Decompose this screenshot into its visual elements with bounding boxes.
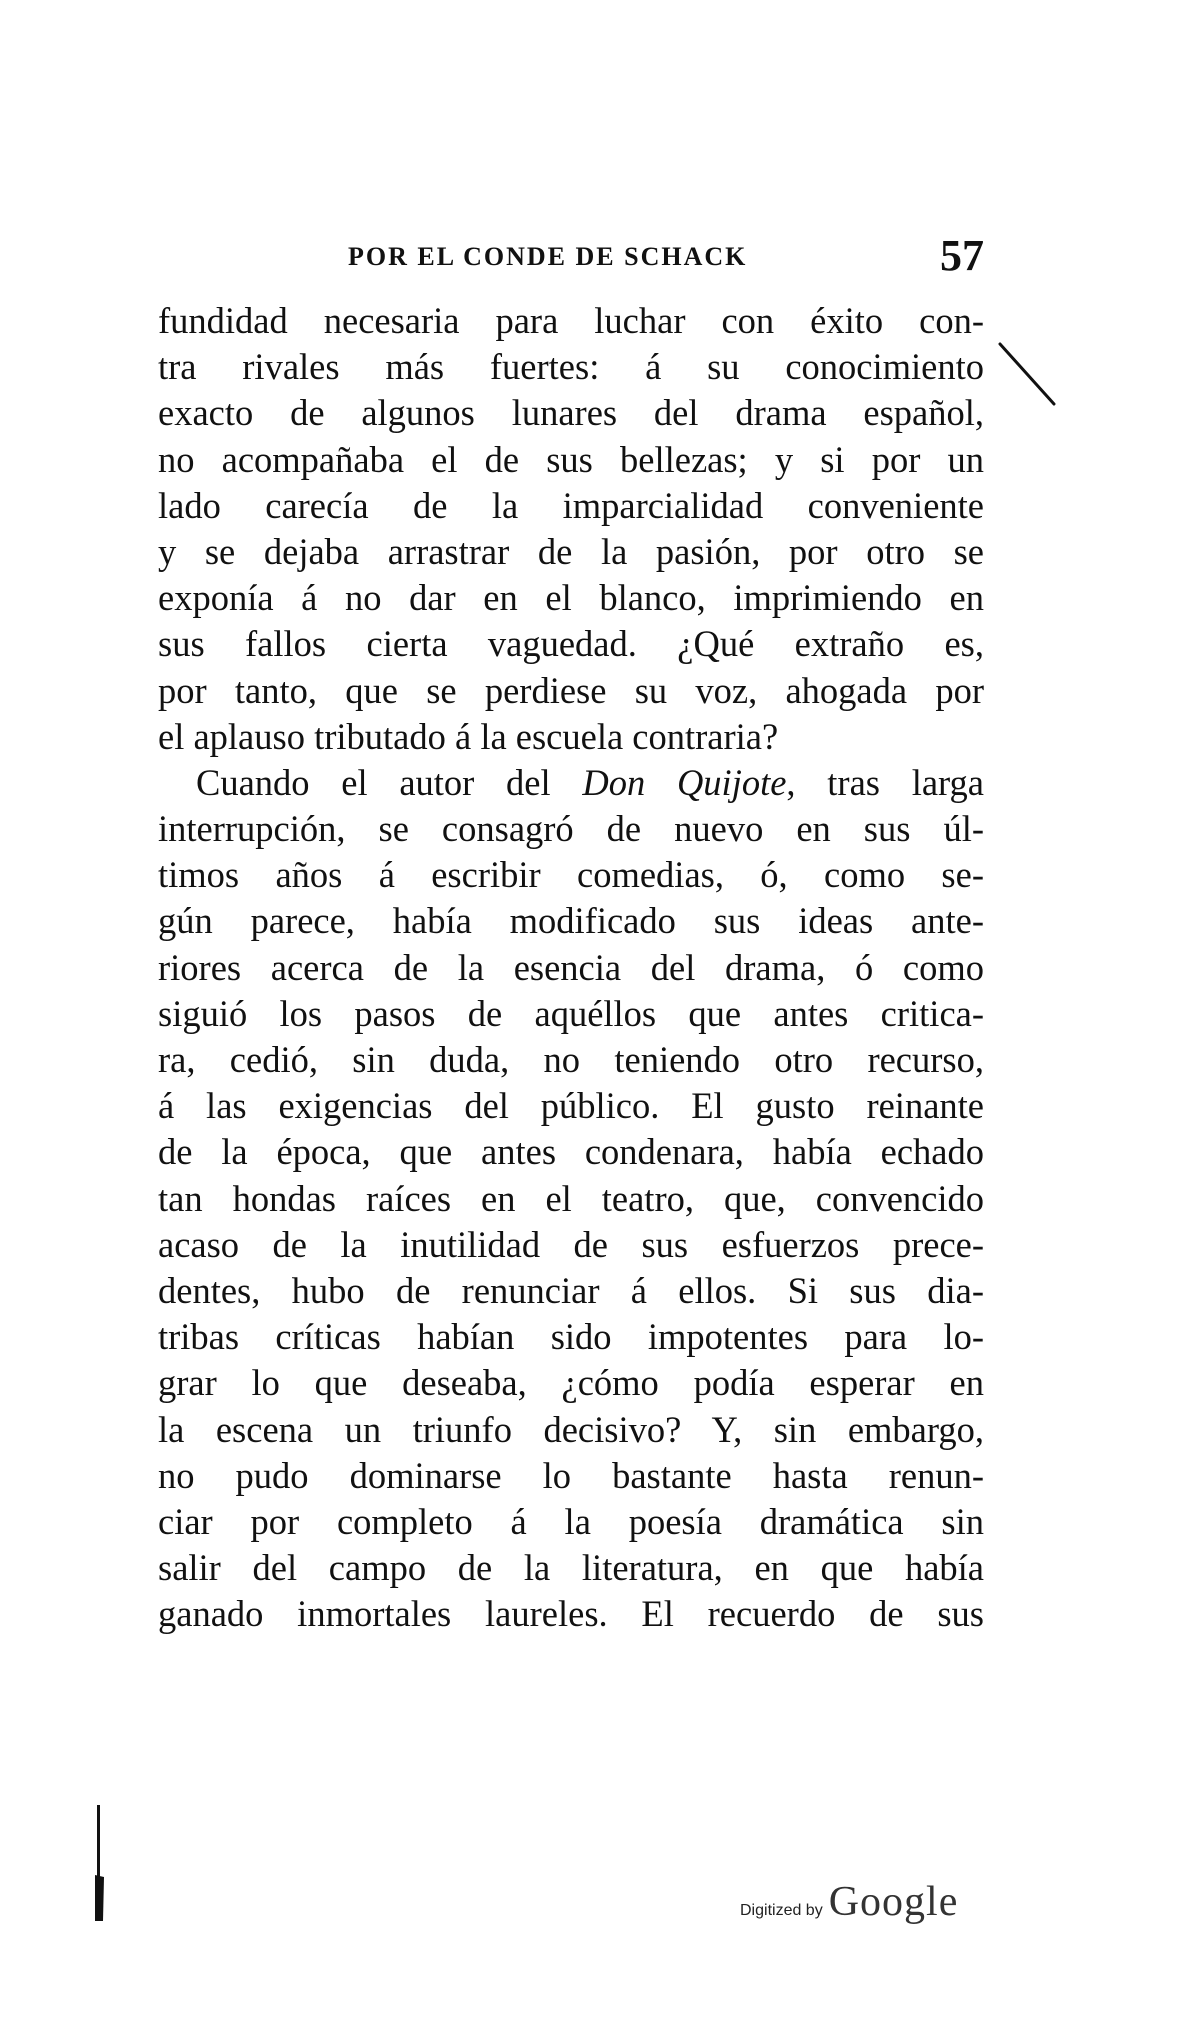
text-line: dentes, hubo de renunciar á ellos. Si sus dia- xyxy=(158,1269,984,1311)
text-line: fundidad necesaria para luchar con éxito con- xyxy=(158,300,984,341)
running-head xyxy=(158,231,984,296)
text-line: la escena un triunfo decisivo? Y, sin embargo, xyxy=(158,1408,984,1450)
text-line: tra rivales más fuertes: á su conocimiento xyxy=(158,346,984,388)
text-line: grar lo que deseaba, ¿cómo podía esperar en xyxy=(158,1362,984,1404)
text-line: y se dejaba arrastrar de la pasión, por otro se xyxy=(158,530,984,572)
text-line: sus fallos cierta vaguedad. ¿Qué extraño es, xyxy=(158,623,984,665)
text-line: ganado inmortales laureles. El recuerdo de sus xyxy=(158,1593,984,1635)
text-line: exponía á no dar en el blanco, imprimiendo en xyxy=(158,577,984,619)
text-line: exacto de algunos lunares del drama español, xyxy=(158,392,984,434)
text-line: tribas críticas habían sido impotentes para lo- xyxy=(158,1316,984,1358)
page-number: 57 xyxy=(940,231,984,280)
watermark-brand: Google xyxy=(828,1879,959,1925)
text-line: salir del campo de la literatura, en que había xyxy=(158,1547,984,1589)
text-line: acaso de la inutilidad de sus esfuerzos prece- xyxy=(158,1223,984,1265)
text-line: interrupción, se consagró de nuevo en sus úl- xyxy=(158,808,984,850)
text-line: gún parece, había modificado sus ideas ante- xyxy=(158,900,984,942)
text-line: timos años á escribir comedias, ó, como se- xyxy=(158,854,984,896)
text-line: á las exigencias del público. El gusto reinante xyxy=(158,1085,984,1127)
text-line: por tanto, que se perdiese su voz, ahogada por xyxy=(158,669,984,711)
watermark-prefix: Digitized by xyxy=(740,1902,823,1919)
text-line: ciar por completo á la poesía dramática sin xyxy=(158,1500,984,1542)
binding-edge-mark xyxy=(90,1805,110,1925)
body-text xyxy=(158,298,984,1637)
running-title: POR EL CONDE DE SCHACK xyxy=(348,242,748,271)
text-line: lado carecía de la imparcialidad conveniente xyxy=(158,484,984,526)
paragraph-opening-line xyxy=(158,760,984,806)
text-line: de la época, que antes condenara, había echado xyxy=(158,1131,984,1173)
text-line: siguió los pasos de aquéllos que antes critica- xyxy=(158,992,984,1034)
text-line: no pudo dominarse lo bastante hasta renun- xyxy=(158,1454,984,1496)
text-line: ra, cedió, sin duda, no teniendo otro recurso, xyxy=(158,1039,984,1080)
text-fragment: Cuando el autor del xyxy=(196,761,583,803)
book-title: Don Quijote xyxy=(582,761,787,803)
text-fragment: , tras larga xyxy=(786,761,984,803)
text-line: tan hondas raíces en el teatro, que, convencido xyxy=(158,1177,984,1219)
text-line: riores acerca de la esencia del drama, ó como xyxy=(158,946,984,988)
margin-pencil-mark xyxy=(994,340,1074,420)
text-line: el aplauso tributado á la escuela contraria? xyxy=(158,715,779,757)
digitization-watermark xyxy=(740,1878,958,1938)
text-line: no acompañaba el de sus bellezas; y si por un xyxy=(158,438,984,480)
